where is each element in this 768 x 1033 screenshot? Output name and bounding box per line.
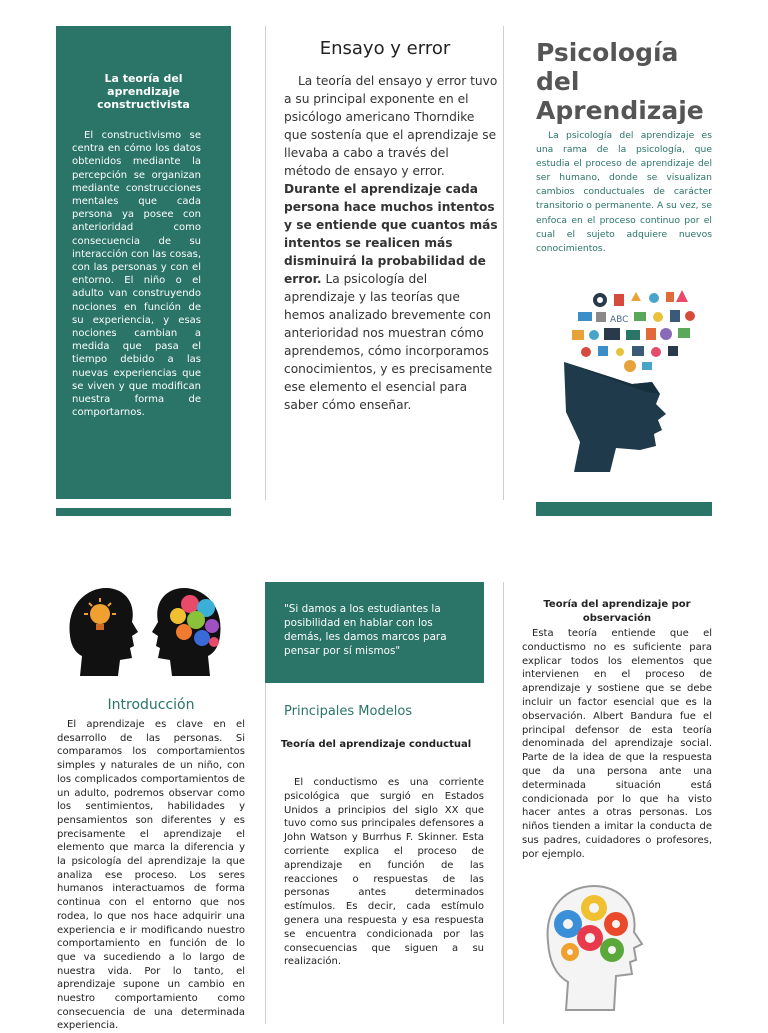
heads-illustration [60, 586, 230, 678]
head-lightbulb-icon [69, 588, 138, 676]
quote-text: "Si damos a los estudiantes la posibilidad en hablar con los demás, les damos marcos para pensar por sí mismos" [284, 603, 447, 657]
conductual-body: El conductismo es una corriente psicológica que surgió en Estados Unidos a principios del siglo XX que tuvo como sus principales defensores a John Watson y Burrhus F. Skinner. Esta corriente explica el proceso de aprendizaje en función de las reacciones o respuestas de las personas antes determinados estímulos. Es decir, cada estímulo genera una respuesta y esa respuesta se encuentra condicionada por las consecuencias que siguen a su realización. [284, 777, 484, 968]
models-title: Principales Modelos [284, 704, 413, 719]
trial-error-text: La teoría del ensayo y error tuvo a su principal exponente en el psicólogo americano Thorndike que sostenía que el aprendizaje se llevaba a cabo a través del método de ensayo y error. [284, 74, 498, 178]
trial-error-title: Ensayo y error [319, 38, 451, 59]
svg-text:ABC: ABC [610, 315, 629, 325]
gears-head-illustration [538, 882, 648, 1012]
divider-line [265, 683, 266, 1024]
introduction-title: Introducción [107, 697, 195, 713]
brochure-title: Psicología del Aprendizaje [536, 38, 704, 125]
quote-box [265, 582, 484, 683]
brochure-intro: La psicología del aprendizaje es una rama de la psicología, que estudia el proceso de aprendizaje del ser humano, donde se visualizan cambios conductuales de carácter transitorio o permanente. A su vez, se enfoca en el proceso continuo por el cual el sujeto adquiere nuevos conocimientos. [536, 130, 712, 254]
constructivist-body: El constructivismo se centra en cómo los datos obtenidos mediante la percepción se organizan mediante construcciones mentales que cada persona ya posee con anterioridad como consecuencia de su interacción con las cosas, con las personas y con el entorno. El niño o el adulto van construyendo nociones en función de su experiencia, y esas nociones cambian a medida que pasa el tiempo debido a las nuevas experiencias que se viven y que modifican nuestra forma de comportarnos. [72, 130, 201, 419]
head-ideas-illustration [536, 282, 712, 472]
trial-error-text-end: La psicología del aprendizaje y las teorías que hemos analizado brevemente con anterioridad nos muestran cómo aprendemos, cómo incorporamos conocimientos, y es precisamente ese elemento el esencial para saber cómo enseñar. [284, 272, 493, 412]
divider-line [265, 26, 266, 500]
observation-body: Esta teoría entiende que el conductismo no es suficiente para explicar todos los elementos que intervienen en el proceso de aprendizaje y sostiene que se debe incluir un factor esencial que es la observación. Albert Bandura fue el principal defensor de esta teoría denominada del aprendizaje social. Parte de la idea de que la respuesta que da una persona ante una determinada situación está condicionada por lo que ha visto hacer antes a otras personas. Los niños tienden a imitar la conducta de sus padres, cuidadores o profesores, por ejemplo. [522, 628, 712, 860]
trial-error-bold-text: Durante el aprendizaje cada persona hace muchos intentos y se entiende que cuantos más intentos se realicen más disminuirá la probabilidad de error. [284, 182, 498, 286]
accent-bar [56, 508, 231, 516]
constructivist-panel [56, 26, 231, 499]
constructivist-title: La teoría del aprendizaje constructivista [97, 72, 190, 111]
introduction-body: El aprendizaje es clave en el desarrollo de las personas. Si comparamos los comportamientos simples y naturales de un niño, con los complicados comportamientos de un adulto, podremos observar como los sentimientos, habilidades y pensamientos son diferentes y es precisamente el aprendizaje el elemento que marca la diferencia y la psicología del aprendizaje la que analiza ese proceso. Los seres humanos interactuamos de forma continua con el entorno que nos rodea, lo que nos hace adquirir una experiencia e ir modificando nuestro comportamiento en función de lo que va sucediendo a lo largo de nuestra vida. Por lo tanto, el aprendizaje supone un cambio en nuestro comportamiento como consecuencia de una determinada experiencia. [57, 719, 245, 1032]
conductual-title: Teoría del aprendizaje conductual [280, 739, 472, 750]
trial-error-body [284, 72, 498, 414]
ideas-icon [572, 290, 695, 372]
divider-line [503, 26, 504, 500]
accent-bar [536, 502, 712, 516]
divider-line [503, 582, 504, 1024]
observation-title: Teoría del aprendizaje por observación [543, 599, 691, 624]
